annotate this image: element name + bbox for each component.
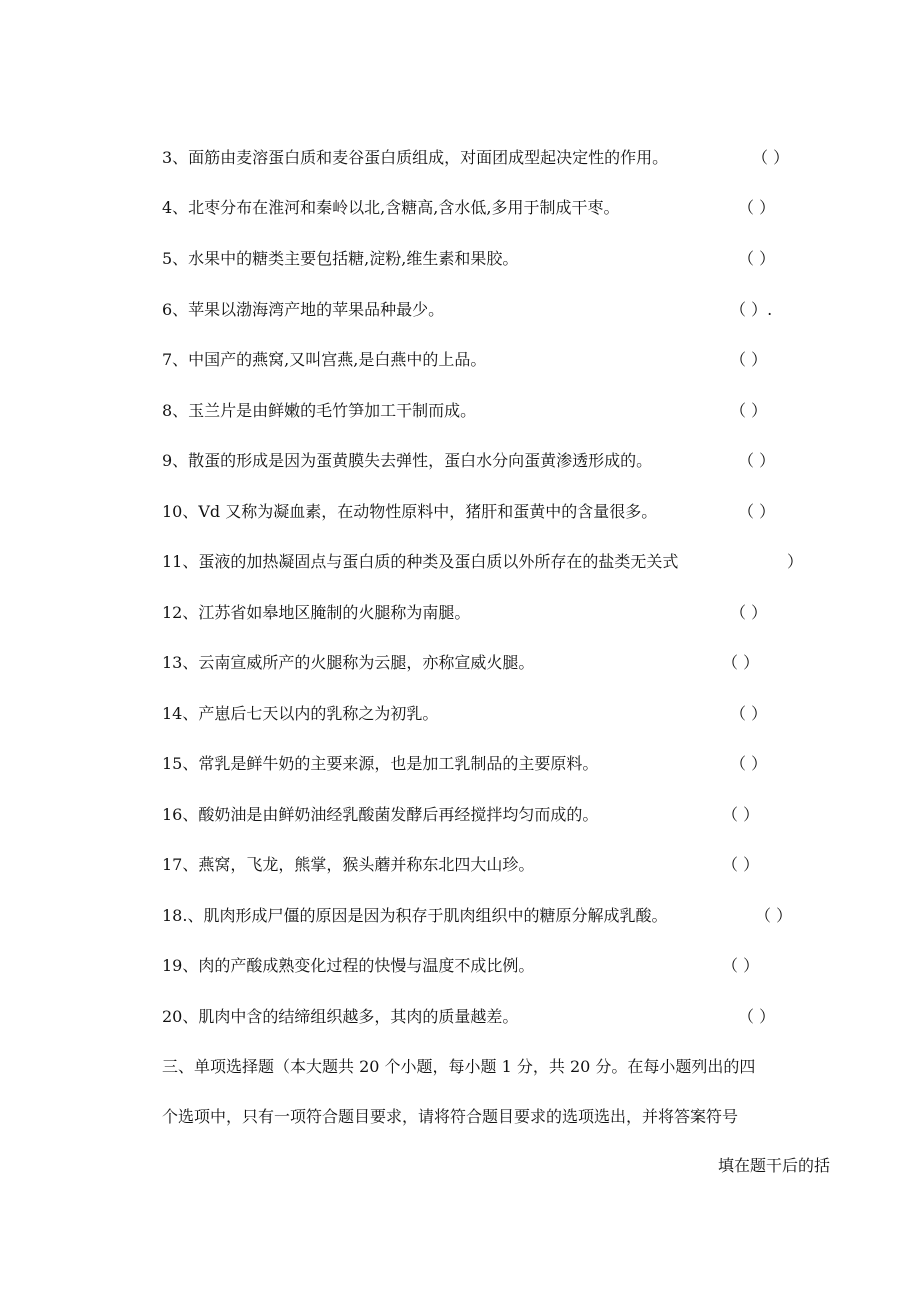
question-18: 18.、肌肉形成尸僵的原因是因为积存于肌肉组织中的糖原分解成乳酸。 bbox=[162, 906, 668, 925]
answer-blank-3: （ ） bbox=[752, 148, 790, 167]
answer-blank-20: （ ） bbox=[738, 1007, 776, 1026]
answer-blank-14: （ ） bbox=[730, 704, 768, 723]
question-12: 12、江苏省如皋地区腌制的火腿称为南腿。 bbox=[162, 603, 471, 622]
question-16: 16、酸奶油是由鲜奶油经乳酸菌发酵后再经搅拌均匀而成的。 bbox=[162, 805, 599, 824]
answer-blank-11: ） bbox=[787, 552, 804, 571]
answer-blank-10: （ ） bbox=[738, 502, 776, 521]
question-15: 15、常乳是鲜牛奶的主要来源，也是加工乳制品的主要原料。 bbox=[162, 754, 599, 773]
question-3: 3、面筋由麦溶蛋白质和麦谷蛋白质组成，对面团成型起决定性的作用。 bbox=[162, 148, 669, 167]
question-6: 6、苹果以渤海湾产地的苹果品种最少。 bbox=[162, 300, 445, 319]
question-13: 13、云南宣威所产的火腿称为云腿，亦称宣威火腿。 bbox=[162, 653, 535, 672]
question-9: 9、散蛋的形成是因为蛋黄膜失去弹性，蛋白水分向蛋黄渗透形成的。 bbox=[162, 451, 653, 470]
answer-blank-19: （ ） bbox=[722, 956, 760, 975]
answer-blank-15: （ ） bbox=[730, 754, 768, 773]
answer-blank-18: （ ） bbox=[755, 906, 793, 925]
section-heading-line-1: 三、单项选择题（本大题共 20 个小题，每小题 1 分，共 20 分。在每小题列出的四 bbox=[162, 1057, 756, 1076]
question-19: 19、肉的产酸成熟变化过程的快慢与温度不成比例。 bbox=[162, 956, 535, 975]
question-20: 20、肌肉中含的结缔组织越多，其肉的质量越差。 bbox=[162, 1007, 519, 1026]
question-14: 14、产崽后七天以内的乳称之为初乳。 bbox=[162, 704, 439, 723]
question-4: 4、北枣分布在淮河和秦岭以北,含糖高,含水低,多用于制成干枣。 bbox=[162, 198, 620, 217]
answer-blank-5: （ ） bbox=[738, 249, 776, 268]
question-7: 7、中国产的燕窝,又叫宫燕,是白燕中的上品。 bbox=[162, 350, 487, 369]
section-heading-line-2: 个选项中，只有一项符合题目要求，请将符合题目要求的选项选出，并将答案符号 bbox=[162, 1107, 739, 1126]
answer-blank-12: （ ） bbox=[730, 603, 768, 622]
answer-blank-8: （ ） bbox=[730, 401, 768, 420]
question-17: 17、燕窝，飞龙，熊掌，猴头蘑并称东北四大山珍。 bbox=[162, 855, 535, 874]
question-8: 8、玉兰片是由鲜嫩的毛竹笋加工干制而成。 bbox=[162, 401, 477, 420]
answer-blank-6: （ ）. bbox=[730, 300, 773, 319]
question-5: 5、水果中的糖类主要包括糖,淀粉,维生素和果胶。 bbox=[162, 249, 519, 268]
question-10: 10、Vd 又称为凝血素，在动物性原料中，猪肝和蛋黄中的含量很多。 bbox=[162, 502, 658, 521]
question-11: 11、蛋液的加热凝固点与蛋白质的种类及蛋白质以外所存在的盐类无关式 bbox=[162, 552, 679, 571]
answer-blank-17: （ ） bbox=[722, 855, 760, 874]
section-heading-line-3: 填在题干后的括 bbox=[717, 1156, 830, 1175]
answer-blank-9: （ ） bbox=[738, 451, 776, 470]
answer-blank-13: （ ） bbox=[722, 653, 760, 672]
answer-blank-7: （ ） bbox=[730, 350, 768, 369]
answer-blank-16: （ ） bbox=[722, 805, 760, 824]
answer-blank-4: （ ） bbox=[738, 198, 776, 217]
